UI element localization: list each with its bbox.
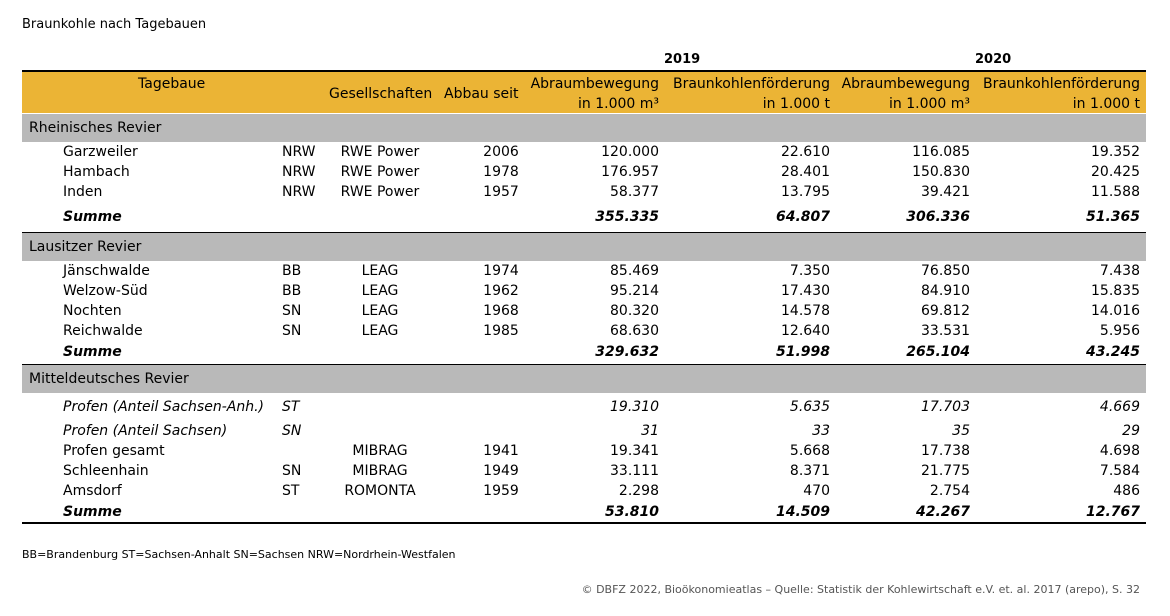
header-tagebaue: Tagebaue [138, 76, 206, 92]
overburden-2019: 120.000 [601, 144, 659, 160]
header-abraum-2019: Abraumbewegung in 1.000 m³ [530, 76, 659, 112]
mine-name: Schleenhain [63, 463, 149, 479]
overburden-2020: 84.910 [921, 283, 970, 299]
coal-output-2020: 11.588 [1091, 184, 1140, 200]
sum-row [22, 343, 1146, 363]
overburden-2020: 116.085 [912, 144, 970, 160]
company-name: LEAG [361, 263, 399, 279]
header-foerderung-2019: Braunkohlenförderung in 1.000 t [672, 76, 830, 112]
state-code: BB [282, 263, 302, 279]
mine-name: Welzow-Süd [63, 283, 148, 299]
overburden-2019: 31 [641, 423, 659, 439]
mine-name: Profen (Anteil Sachsen) [63, 423, 228, 439]
section-bottom-border [22, 522, 1146, 524]
overburden-2020: 35 [952, 423, 970, 439]
table-row [22, 183, 1146, 203]
mine-name: Profen (Anteil Sachsen-Anh.) [63, 399, 264, 415]
state-code: SN [282, 463, 302, 479]
table-row [22, 282, 1146, 302]
mine-name: Hambach [63, 164, 130, 180]
sum-coal-output-2019: 51.998 [775, 344, 830, 360]
sum-overburden-2019: 355.335 [595, 209, 659, 225]
overburden-2019: 33.111 [610, 463, 659, 479]
company-name: LEAG [361, 323, 399, 339]
table-row [22, 422, 1146, 442]
sum-overburden-2020: 42.267 [915, 504, 970, 520]
coal-output-2019: 17.430 [781, 283, 830, 299]
mine-name: Inden [63, 184, 103, 200]
sum-coal-output-2019: 64.807 [775, 209, 830, 225]
sum-row [22, 208, 1146, 228]
mining-since: 1959 [483, 483, 519, 499]
coal-output-2020: 7.438 [1099, 263, 1140, 279]
overburden-2020: 2.754 [929, 483, 970, 499]
table-row [22, 143, 1146, 163]
state-code: NRW [282, 164, 316, 180]
table-row [22, 462, 1146, 482]
company-name: LEAG [361, 303, 399, 319]
coal-output-2019: 22.610 [781, 144, 830, 160]
table-row [22, 262, 1146, 282]
overburden-2020: 17.738 [921, 443, 970, 459]
sum-overburden-2019: 329.632 [595, 344, 659, 360]
state-code: SN [282, 303, 302, 319]
mine-name: Profen gesamt [63, 443, 165, 459]
table-header [22, 72, 1146, 113]
overburden-2019: 19.341 [610, 443, 659, 459]
sum-row [22, 503, 1146, 523]
coal-output-2019: 33 [812, 423, 830, 439]
overburden-2019: 176.957 [601, 164, 659, 180]
state-code: ST [282, 399, 300, 415]
company-name: RWE Power [340, 164, 420, 180]
coal-output-2020: 486 [1113, 483, 1140, 499]
overburden-2020: 33.531 [921, 323, 970, 339]
sum-coal-output-2020: 12.767 [1085, 504, 1140, 520]
section-title: Mitteldeutsches Revier [29, 371, 189, 387]
mining-since: 1978 [483, 164, 519, 180]
overburden-2020: 21.775 [921, 463, 970, 479]
header-abraum-2020: Abraumbewegung in 1.000 m³ [841, 76, 970, 112]
coal-output-2019: 5.668 [789, 443, 830, 459]
state-code: NRW [282, 184, 316, 200]
table-row [22, 442, 1146, 462]
mining-since: 1974 [483, 263, 519, 279]
header-foerderung-2020: Braunkohlenförderung in 1.000 t [982, 76, 1140, 112]
state-code: SN [282, 323, 302, 339]
mining-since: 1968 [483, 303, 519, 319]
section-header [22, 365, 1146, 393]
company-name: LEAG [361, 283, 399, 299]
coal-output-2019: 5.635 [789, 399, 830, 415]
state-code: SN [282, 423, 302, 439]
sum-coal-output-2019: 14.509 [775, 504, 830, 520]
year-label-2020: 2020 [975, 52, 1012, 67]
table-row [22, 482, 1146, 502]
section-header [22, 233, 1146, 261]
coal-output-2019: 7.350 [789, 263, 830, 279]
mine-name: Garzweiler [63, 144, 138, 160]
mining-since: 1962 [483, 283, 519, 299]
mining-since: 1985 [483, 323, 519, 339]
table-row [22, 302, 1146, 322]
coal-output-2020: 4.698 [1099, 443, 1140, 459]
mine-name: Nochten [63, 303, 122, 319]
coal-output-2019: 12.640 [781, 323, 830, 339]
overburden-2019: 68.630 [610, 323, 659, 339]
company-name: RWE Power [340, 144, 420, 160]
coal-output-2020: 14.016 [1091, 303, 1140, 319]
company-name: MIBRAG [352, 463, 408, 479]
section-title: Rheinisches Revier [29, 120, 162, 136]
coal-output-2020: 5.956 [1099, 323, 1140, 339]
source-footnote: © DBFZ 2022, Bioökonomieatlas – Quelle: Statistik der Kohlewirtschaft e.V. et. al. 2017 (arepo), S. 32 [581, 583, 1140, 596]
section-title: Lausitzer Revier [29, 239, 142, 255]
year-label-2019: 2019 [664, 52, 701, 67]
coal-output-2020: 15.835 [1091, 283, 1140, 299]
state-code: BB [282, 283, 302, 299]
state-code: NRW [282, 144, 316, 160]
legend-footnote: BB=Brandenburg ST=Sachsen-Anhalt SN=Sachsen NRW=Nordrhein-Westfalen [22, 548, 456, 561]
overburden-2020: 76.850 [921, 263, 970, 279]
coal-output-2019: 470 [803, 483, 830, 499]
sum-label: Summe [63, 344, 122, 360]
coal-output-2020: 29 [1122, 423, 1140, 439]
mine-name: Amsdorf [63, 483, 122, 499]
company-name: ROMONTA [344, 483, 416, 499]
mining-since: 1949 [483, 463, 519, 479]
mining-since: 1957 [483, 184, 519, 200]
sum-label: Summe [63, 209, 122, 225]
header-abbau-seit: Abbau seit [444, 86, 519, 102]
coal-output-2019: 28.401 [781, 164, 830, 180]
coal-output-2020: 20.425 [1091, 164, 1140, 180]
mine-name: Jänschwalde [63, 263, 150, 279]
sum-label: Summe [63, 504, 122, 520]
overburden-2020: 69.812 [921, 303, 970, 319]
mining-since: 2006 [483, 144, 519, 160]
sum-overburden-2019: 53.810 [604, 504, 659, 520]
overburden-2019: 2.298 [618, 483, 659, 499]
section-header [22, 114, 1146, 142]
coal-output-2019: 13.795 [781, 184, 830, 200]
mine-name: Reichwalde [63, 323, 143, 339]
table-row [22, 398, 1146, 418]
overburden-2020: 150.830 [912, 164, 970, 180]
coal-output-2019: 8.371 [789, 463, 830, 479]
coal-output-2020: 19.352 [1091, 144, 1140, 160]
coal-output-2020: 7.584 [1099, 463, 1140, 479]
overburden-2020: 17.703 [921, 399, 970, 415]
overburden-2019: 58.377 [610, 184, 659, 200]
company-name: RWE Power [340, 184, 420, 200]
sum-coal-output-2020: 51.365 [1085, 209, 1140, 225]
company-name: MIBRAG [352, 443, 408, 459]
sum-overburden-2020: 265.104 [906, 344, 970, 360]
sum-coal-output-2020: 43.245 [1085, 344, 1140, 360]
overburden-2020: 39.421 [921, 184, 970, 200]
overburden-2019: 19.310 [610, 399, 659, 415]
mining-since: 1941 [483, 443, 519, 459]
sum-overburden-2020: 306.336 [906, 209, 970, 225]
overburden-2019: 80.320 [610, 303, 659, 319]
coal-output-2020: 4.669 [1099, 399, 1140, 415]
header-gesellschaften: Gesellschaften [329, 86, 433, 102]
state-code: ST [282, 483, 300, 499]
coal-output-2019: 14.578 [781, 303, 830, 319]
table-row [22, 163, 1146, 183]
overburden-2019: 95.214 [610, 283, 659, 299]
overburden-2019: 85.469 [610, 263, 659, 279]
table-row [22, 322, 1146, 342]
page-title: Braunkohle nach Tagebauen [22, 17, 207, 32]
